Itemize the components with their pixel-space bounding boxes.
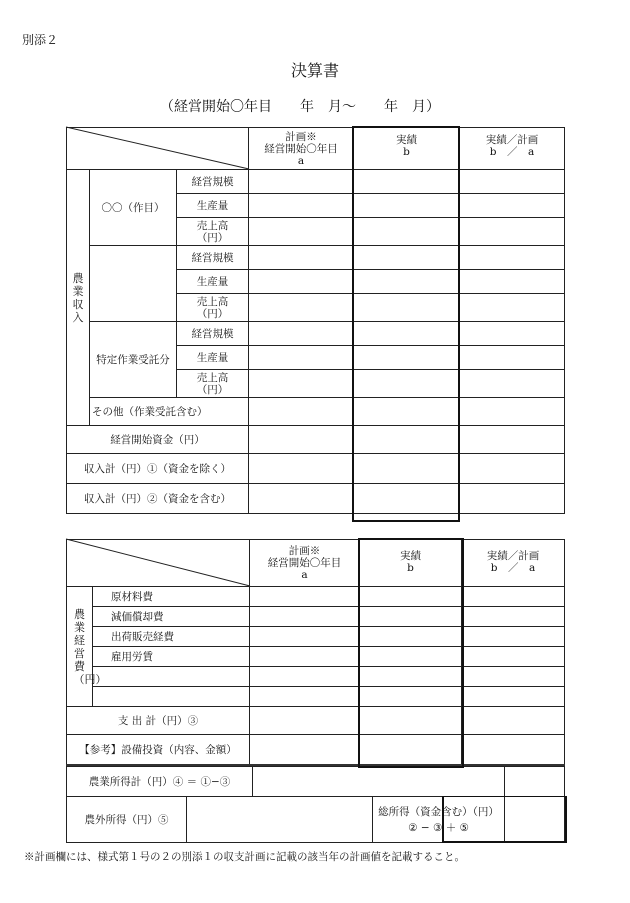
metric-sales: 売上高 （円） bbox=[177, 370, 249, 398]
input-cell[interactable] bbox=[250, 587, 360, 607]
crop-label: 〇〇（作目） bbox=[90, 170, 177, 246]
input-cell[interactable] bbox=[354, 194, 460, 218]
input-cell[interactable] bbox=[360, 735, 462, 765]
other-label: その他（作業受託含む） bbox=[90, 398, 249, 426]
input-cell[interactable] bbox=[460, 346, 565, 370]
plan-header: 計画※ 経営開始〇年目 a bbox=[249, 128, 354, 170]
input-cell[interactable] bbox=[460, 370, 565, 398]
header-diagonal-line bbox=[66, 127, 249, 170]
special-contract-label: 特定作業受託分 bbox=[90, 322, 177, 398]
income-total-1-label: 収入計（円）①（資金を除く） bbox=[67, 454, 249, 484]
input-cell[interactable] bbox=[253, 767, 505, 797]
ratio-header: 実績／計画 b ／ a bbox=[462, 540, 565, 587]
metric-production: 生産量 bbox=[177, 346, 249, 370]
input-cell[interactable] bbox=[249, 322, 354, 346]
input-cell[interactable] bbox=[249, 346, 354, 370]
income-summary-table bbox=[66, 766, 565, 843]
input-cell[interactable] bbox=[460, 194, 565, 218]
input-cell[interactable] bbox=[354, 170, 460, 194]
input-cell[interactable] bbox=[249, 484, 354, 514]
input-cell[interactable] bbox=[249, 170, 354, 194]
input-cell[interactable] bbox=[249, 370, 354, 398]
input-cell[interactable] bbox=[360, 587, 462, 607]
input-cell[interactable] bbox=[462, 735, 565, 765]
input-cell[interactable] bbox=[249, 294, 354, 322]
expense-item: 原材料費 bbox=[93, 587, 250, 607]
input-cell[interactable] bbox=[360, 627, 462, 647]
input-cell[interactable] bbox=[354, 398, 460, 426]
header-diagonal-line bbox=[66, 539, 250, 587]
input-cell[interactable] bbox=[360, 667, 462, 687]
farm-income-group: 農業収入 bbox=[67, 170, 90, 426]
expense-item: 出荷販売経費 bbox=[93, 627, 250, 647]
input-cell[interactable] bbox=[354, 218, 460, 246]
document-subtitle: （経営開始〇年目 年 月〜 年 月） bbox=[160, 99, 440, 115]
input-cell[interactable] bbox=[354, 370, 460, 398]
input-cell[interactable] bbox=[249, 218, 354, 246]
metric-production: 生産量 bbox=[177, 194, 249, 218]
input-cell[interactable] bbox=[250, 627, 360, 647]
input-cell[interactable] bbox=[354, 346, 460, 370]
equipment-investment-label: 【参考】設備投資（内容、金額） bbox=[67, 735, 250, 765]
input-cell[interactable] bbox=[462, 627, 565, 647]
input-cell[interactable] bbox=[460, 426, 565, 454]
input-cell[interactable] bbox=[249, 246, 354, 270]
metric-scale: 経営規模 bbox=[177, 246, 249, 270]
input-cell[interactable] bbox=[354, 454, 460, 484]
input-cell[interactable] bbox=[360, 687, 462, 707]
plan-header: 計画※ 経営開始〇年目 a bbox=[250, 540, 360, 587]
input-cell[interactable] bbox=[460, 270, 565, 294]
input-cell[interactable] bbox=[460, 246, 565, 270]
input-cell[interactable] bbox=[460, 218, 565, 246]
input-cell[interactable] bbox=[460, 170, 565, 194]
input-cell[interactable] bbox=[505, 797, 565, 843]
input-cell[interactable] bbox=[250, 607, 360, 627]
startup-fund-label: 経営開始資金（円） bbox=[67, 426, 249, 454]
input-cell[interactable] bbox=[360, 607, 462, 627]
input-cell[interactable] bbox=[250, 707, 360, 735]
revenue-table bbox=[66, 127, 565, 514]
total-income-label: 総所得（資金含む）（円） ② − ③ ＋ ⑤ bbox=[373, 797, 505, 843]
metric-scale: 経営規模 bbox=[177, 322, 249, 346]
input-cell[interactable] bbox=[354, 270, 460, 294]
input-cell[interactable] bbox=[249, 426, 354, 454]
input-cell[interactable] bbox=[250, 647, 360, 667]
input-cell[interactable] bbox=[460, 484, 565, 514]
input-cell[interactable] bbox=[249, 398, 354, 426]
metric-sales: 売上高 （円） bbox=[177, 218, 249, 246]
input-cell[interactable] bbox=[460, 398, 565, 426]
input-cell[interactable] bbox=[462, 607, 565, 627]
non-farm-income-label: 農外所得（円）⑤ bbox=[67, 797, 187, 843]
farm-expense-group: 農業経営費（円） bbox=[67, 587, 93, 707]
document-title: 決算書 bbox=[290, 61, 339, 80]
input-cell[interactable] bbox=[360, 647, 462, 667]
input-cell[interactable] bbox=[250, 735, 360, 765]
input-cell[interactable] bbox=[354, 294, 460, 322]
input-cell[interactable] bbox=[249, 454, 354, 484]
expense-item[interactable] bbox=[93, 687, 250, 707]
input-cell[interactable] bbox=[360, 707, 462, 735]
input-cell[interactable] bbox=[354, 322, 460, 346]
blank-crop-label[interactable] bbox=[90, 246, 177, 322]
actual-header: 実績 b bbox=[354, 128, 460, 170]
input-cell[interactable] bbox=[462, 667, 565, 687]
input-cell[interactable] bbox=[354, 484, 460, 514]
input-cell[interactable] bbox=[187, 797, 373, 843]
input-cell[interactable] bbox=[250, 667, 360, 687]
input-cell[interactable] bbox=[460, 322, 565, 346]
attachment-label: 別添２ bbox=[22, 33, 59, 47]
expense-total-label: 支 出 計（円）③ bbox=[67, 707, 250, 735]
footnote: ※計画欄には、様式第１号の２の別添１の収支計画に記載の該当年の計画値を記載すること。 bbox=[24, 851, 465, 863]
input-cell[interactable] bbox=[462, 587, 565, 607]
input-cell[interactable] bbox=[249, 270, 354, 294]
input-cell[interactable] bbox=[354, 426, 460, 454]
input-cell[interactable] bbox=[462, 647, 565, 667]
input-cell[interactable] bbox=[354, 246, 460, 270]
input-cell[interactable] bbox=[460, 294, 565, 322]
expense-item: 雇用労賃 bbox=[93, 647, 250, 667]
expense-item: 減価償却費 bbox=[93, 607, 250, 627]
input-cell[interactable] bbox=[250, 687, 360, 707]
actual-header: 実績 b bbox=[360, 540, 462, 587]
income-total-2-label: 収入計（円）②（資金を含む） bbox=[67, 484, 249, 514]
metric-sales: 売上高 （円） bbox=[177, 294, 249, 322]
farm-income-total-label: 農業所得計（円）④ ＝ ①−③ bbox=[67, 767, 253, 797]
input-cell[interactable] bbox=[460, 454, 565, 484]
input-cell[interactable] bbox=[249, 194, 354, 218]
input-cell[interactable] bbox=[505, 767, 565, 797]
input-cell[interactable] bbox=[462, 687, 565, 707]
metric-production: 生産量 bbox=[177, 270, 249, 294]
input-cell[interactable] bbox=[462, 707, 565, 735]
ratio-header: 実績／計画 b ／ a bbox=[460, 128, 565, 170]
expense-item[interactable] bbox=[93, 667, 250, 687]
metric-scale: 経営規模 bbox=[177, 170, 249, 194]
